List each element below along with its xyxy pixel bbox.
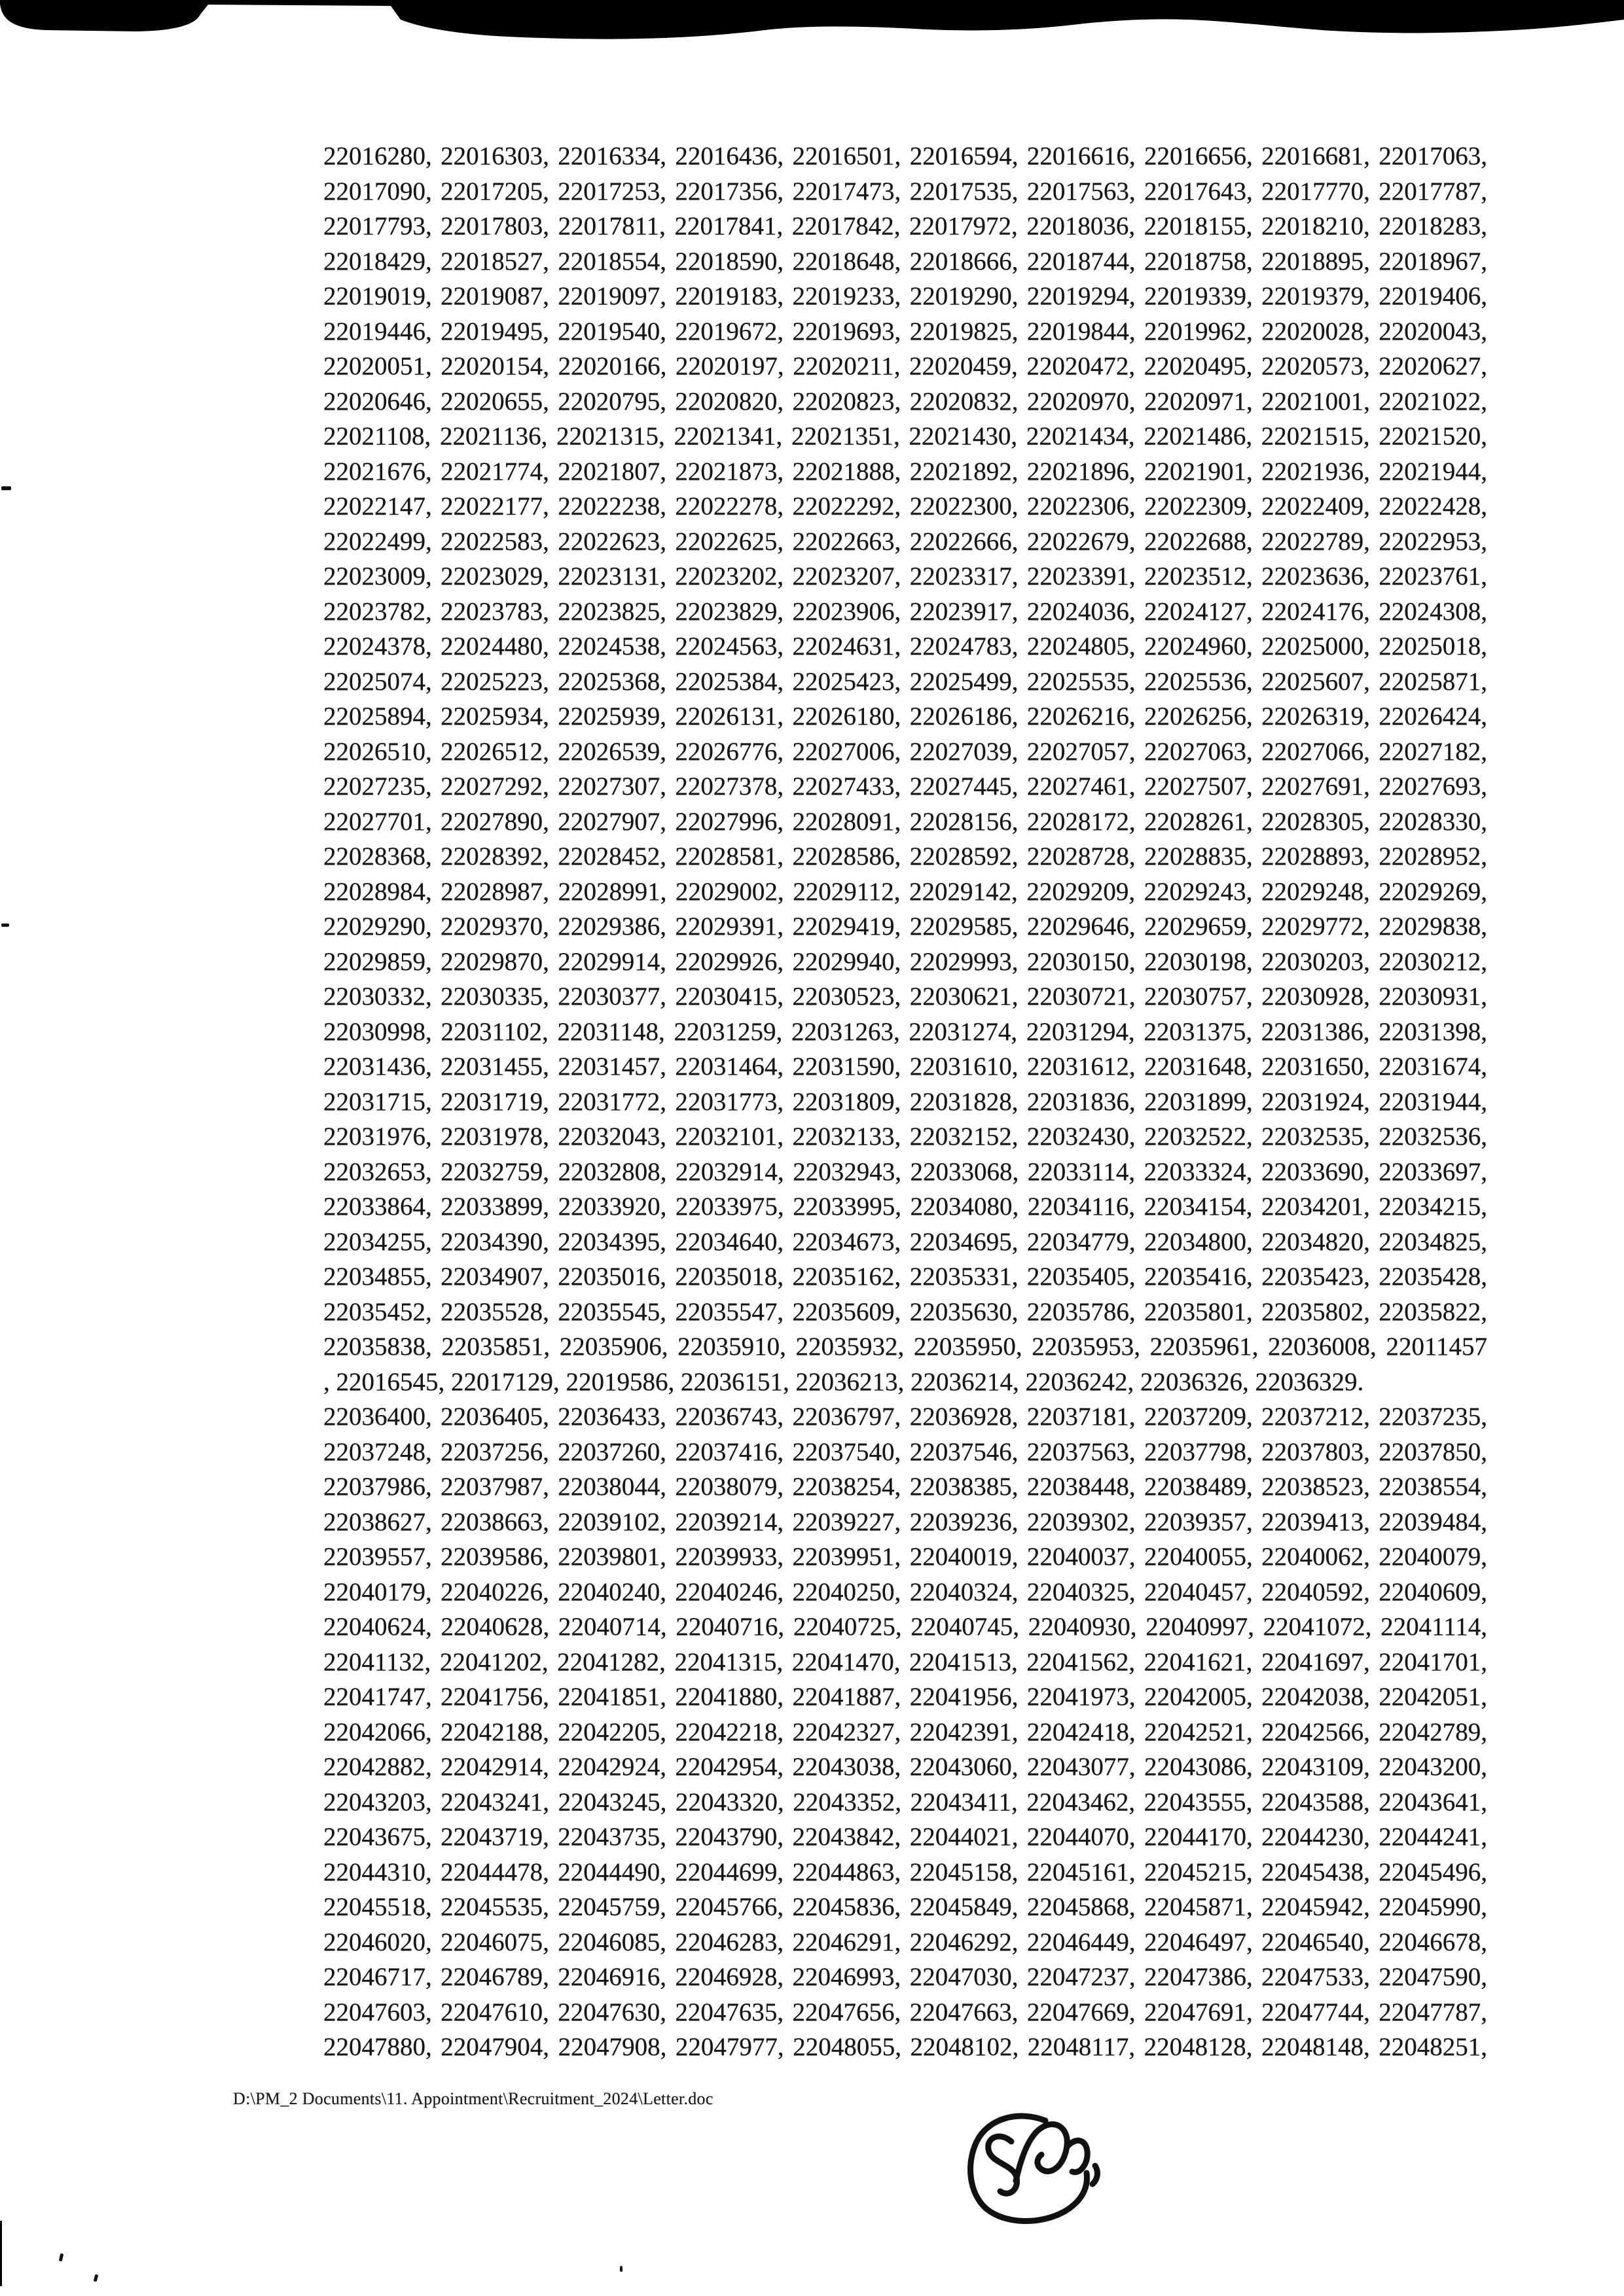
body-line: 22023009, 22023029, 22023131, 22023202, 22023207, 22023317, 22023391, 22023512, 22023636, 22023761, <box>323 562 1487 590</box>
body-line: 22041747, 22041756, 22041851, 22041880, 22041887, 22041956, 22041973, 22042005, 22042038, 22042051, <box>323 1683 1487 1711</box>
body-line: , 22016545, 22017129, 22019586, 22036151, 22036213, 22036214, 22036242, 22036326, 22036329. <box>323 1367 1364 1396</box>
body-line: 22028984, 22028987, 22028991, 22029002, 22029112, 22029142, 22029209, 22029243, 22029248, 22029269, <box>323 877 1487 906</box>
body-line: 22043203, 22043241, 22043245, 22043320, 22043352, 22043411, 22043462, 22043555, 22043588, 22043641, <box>323 1787 1487 1816</box>
body-line: 22017793, 22017803, 22017811, 22017841, 22017842, 22017972, 22018036, 22018155, 22018210, 22018283, <box>323 212 1487 240</box>
body-line: 22034855, 22034907, 22035016, 22035018, 22035162, 22035331, 22035405, 22035416, 22035423, 22035428, <box>323 1263 1487 1291</box>
body-line: 22039557, 22039586, 22039801, 22039933, 22039951, 22040019, 22040037, 22040055, 22040062, 22040079, <box>323 1543 1487 1571</box>
body-line: 22027235, 22027292, 22027307, 22027378, 22027433, 22027445, 22027461, 22027507, 22027691, 22027693, <box>323 772 1487 800</box>
body-line: 22047603, 22047610, 22047630, 22047635, 22047656, 22047663, 22047669, 22047691, 22047744, 22047787, <box>323 1998 1487 2026</box>
body-line: 22038627, 22038663, 22039102, 22039214, 22039227, 22039236, 22039302, 22039357, 22039413, 22039484, <box>323 1507 1487 1536</box>
body-line: 22035452, 22035528, 22035545, 22035547, 22035609, 22035630, 22035786, 22035801, 22035802, 22035822, <box>323 1297 1487 1326</box>
body-line: 22037248, 22037256, 22037260, 22037416, 22037540, 22037546, 22037563, 22037798, 22037803, 22037850, <box>323 1437 1487 1466</box>
body-line: 22031436, 22031455, 22031457, 22031464, 22031590, 22031610, 22031612, 22031648, 22031650, 22031674, <box>323 1052 1487 1081</box>
body-line: 22027701, 22027890, 22027907, 22027996, 22028091, 22028156, 22028172, 22028261, 22028305, 22028330, <box>323 807 1487 836</box>
body-line: 22022147, 22022177, 22022238, 22022278, 22022292, 22022300, 22022306, 22022309, 22022409, 22022428, <box>323 492 1487 520</box>
body-line: 22031976, 22031978, 22032043, 22032101, 22032133, 22032152, 22032430, 22032522, 22032535, 22032536, <box>323 1122 1487 1151</box>
body-line: 22026510, 22026512, 22026539, 22026776, 22027006, 22027039, 22027057, 22027063, 22027066, 22027182, <box>323 737 1487 766</box>
body-line: 22025894, 22025934, 22025939, 22026131, 22026180, 22026186, 22026216, 22026256, 22026319, 22026424, <box>323 702 1487 730</box>
body-line: 22030998, 22031102, 22031148, 22031259, 22031263, 22031274, 22031294, 22031375, 22031386, 22031398, <box>323 1017 1487 1046</box>
body-line: 22031715, 22031719, 22031772, 22031773, 22031809, 22031828, 22031836, 22031899, 22031924, 22031944, <box>323 1087 1487 1116</box>
body-line: 22029859, 22029870, 22029914, 22029926, 22029940, 22029993, 22030150, 22030198, 22030203, 22030212, <box>323 947 1487 976</box>
body-line: 22023782, 22023783, 22023825, 22023829, 22023906, 22023917, 22024036, 22024127, 22024176, 22024308, <box>323 597 1487 626</box>
body-line: 22019019, 22019087, 22019097, 22019183, 22019233, 22019290, 22019294, 22019339, 22019379, 22019406, <box>323 282 1487 310</box>
body-line: 22034255, 22034390, 22034395, 22034640, 22034673, 22034695, 22034779, 22034800, 22034820, 22034825, <box>323 1227 1487 1256</box>
scan-speck <box>620 2266 623 2272</box>
body-line: 22041132, 22041202, 22041282, 22041315, 22041470, 22041513, 22041562, 22041621, 22041697, 22041701, <box>323 1647 1487 1676</box>
body-line: 22040179, 22040226, 22040240, 22040246, 22040250, 22040324, 22040325, 22040457, 22040592, 22040609, <box>323 1577 1487 1606</box>
body-line: 22047880, 22047904, 22047908, 22047977, 22048055, 22048102, 22048117, 22048128, 22048148, 22048251, <box>323 2033 1487 2061</box>
body-line: 22025074, 22025223, 22025368, 22025384, 22025423, 22025499, 22025535, 22025536, 22025607, 22025871, <box>323 667 1487 696</box>
footer-file-path: D:\PM_2 Documents\11. Appointment\Recruitment_2024\Letter.doc <box>233 2089 713 2108</box>
body-line: 22021108, 22021136, 22021315, 22021341, 22021351, 22021430, 22021434, 22021486, 22021515, 22021520, <box>323 422 1487 450</box>
body-line: 22021676, 22021774, 22021807, 22021873, 22021888, 22021892, 22021896, 22021901, 22021936, 22021944, <box>323 457 1487 486</box>
body-line: 22030332, 22030335, 22030377, 22030415, 22030523, 22030621, 22030721, 22030757, 22030928, 22030931, <box>323 982 1487 1011</box>
body-line: 22045518, 22045535, 22045759, 22045766, 22045836, 22045849, 22045868, 22045871, 22045942, 22045990, <box>323 1893 1487 1921</box>
scan-speck <box>1 486 11 490</box>
body-line: 22033864, 22033899, 22033920, 22033975, 22033995, 22034080, 22034116, 22034154, 22034201, 22034215, <box>323 1193 1487 1221</box>
body-line: 22036400, 22036405, 22036433, 22036743, 22036797, 22036928, 22037181, 22037209, 22037212, 22037235, <box>323 1403 1487 1431</box>
scan-speck <box>94 2274 99 2282</box>
body-line: 22035838, 22035851, 22035906, 22035910, 22035932, 22035950, 22035953, 22035961, 22036008, 22011457 <box>323 1333 1487 1361</box>
body-line: 22016280, 22016303, 22016334, 22016436, 22016501, 22016594, 22016616, 22016656, 22016681, 22017063, <box>323 142 1487 170</box>
body-line: 22044310, 22044478, 22044490, 22044699, 22044863, 22045158, 22045161, 22045215, 22045438, 22045496, <box>323 1857 1487 1886</box>
body-line: 22037986, 22037987, 22038044, 22038079, 22038254, 22038385, 22038448, 22038489, 22038523, 22038554, <box>323 1473 1487 1501</box>
body-line: 22020646, 22020655, 22020795, 22020820, 22020823, 22020832, 22020970, 22020971, 22021001, 22021022, <box>323 387 1487 416</box>
body-line: 22018429, 22018527, 22018554, 22018590, 22018648, 22018666, 22018744, 22018758, 22018895, 22018967, <box>323 247 1487 276</box>
body-line: 22022499, 22022583, 22022623, 22022625, 22022663, 22022666, 22022679, 22022688, 22022789, 22022953, <box>323 527 1487 556</box>
scan-artifact-left-strip <box>0 2221 2 2286</box>
body-line: 22019446, 22019495, 22019540, 22019672, 22019693, 22019825, 22019844, 22019962, 22020028, 22020043, <box>323 317 1487 346</box>
body-line: 22024378, 22024480, 22024538, 22024563, 22024631, 22024783, 22024805, 22024960, 22025000, 22025018, <box>323 632 1487 660</box>
scan-artifact-top-band <box>0 0 1624 52</box>
body-line: 22042066, 22042188, 22042205, 22042218, 22042327, 22042391, 22042418, 22042521, 22042566, 22042789, <box>323 1717 1487 1746</box>
scan-speck <box>1 924 9 927</box>
body-line: 22020051, 22020154, 22020166, 22020197, 22020211, 22020459, 22020472, 22020495, 22020573, 22020627, <box>323 352 1487 380</box>
body-line: 22032653, 22032759, 22032808, 22032914, 22032943, 22033068, 22033114, 22033324, 22033690, 22033697, <box>323 1157 1487 1186</box>
signature-scribble <box>956 2101 1126 2232</box>
scan-speck <box>59 2253 63 2262</box>
body-line: 22040624, 22040628, 22040714, 22040716, 22040725, 22040745, 22040930, 22040997, 22041072, 22041114, <box>323 1613 1487 1641</box>
id-number-list <box>323 139 1487 2065</box>
body-line: 22043675, 22043719, 22043735, 22043790, 22043842, 22044021, 22044070, 22044170, 22044230, 22044241, <box>323 1823 1487 1851</box>
body-line: 22029290, 22029370, 22029386, 22029391, 22029419, 22029585, 22029646, 22029659, 22029772, 22029838, <box>323 912 1487 941</box>
body-line: 22046717, 22046789, 22046916, 22046928, 22046993, 22047030, 22047237, 22047386, 22047533, 22047590, <box>323 1963 1487 1991</box>
body-line: 22028368, 22028392, 22028452, 22028581, 22028586, 22028592, 22028728, 22028835, 22028893, 22028952, <box>323 842 1487 870</box>
body-line: 22017090, 22017205, 22017253, 22017356, 22017473, 22017535, 22017563, 22017643, 22017770, 22017787, <box>323 177 1487 206</box>
body-line: 22046020, 22046075, 22046085, 22046283, 22046291, 22046292, 22046449, 22046497, 22046540, 22046678, <box>323 1928 1487 1956</box>
body-line: 22042882, 22042914, 22042924, 22042954, 22043038, 22043060, 22043077, 22043086, 22043109, 22043200, <box>323 1753 1487 1781</box>
